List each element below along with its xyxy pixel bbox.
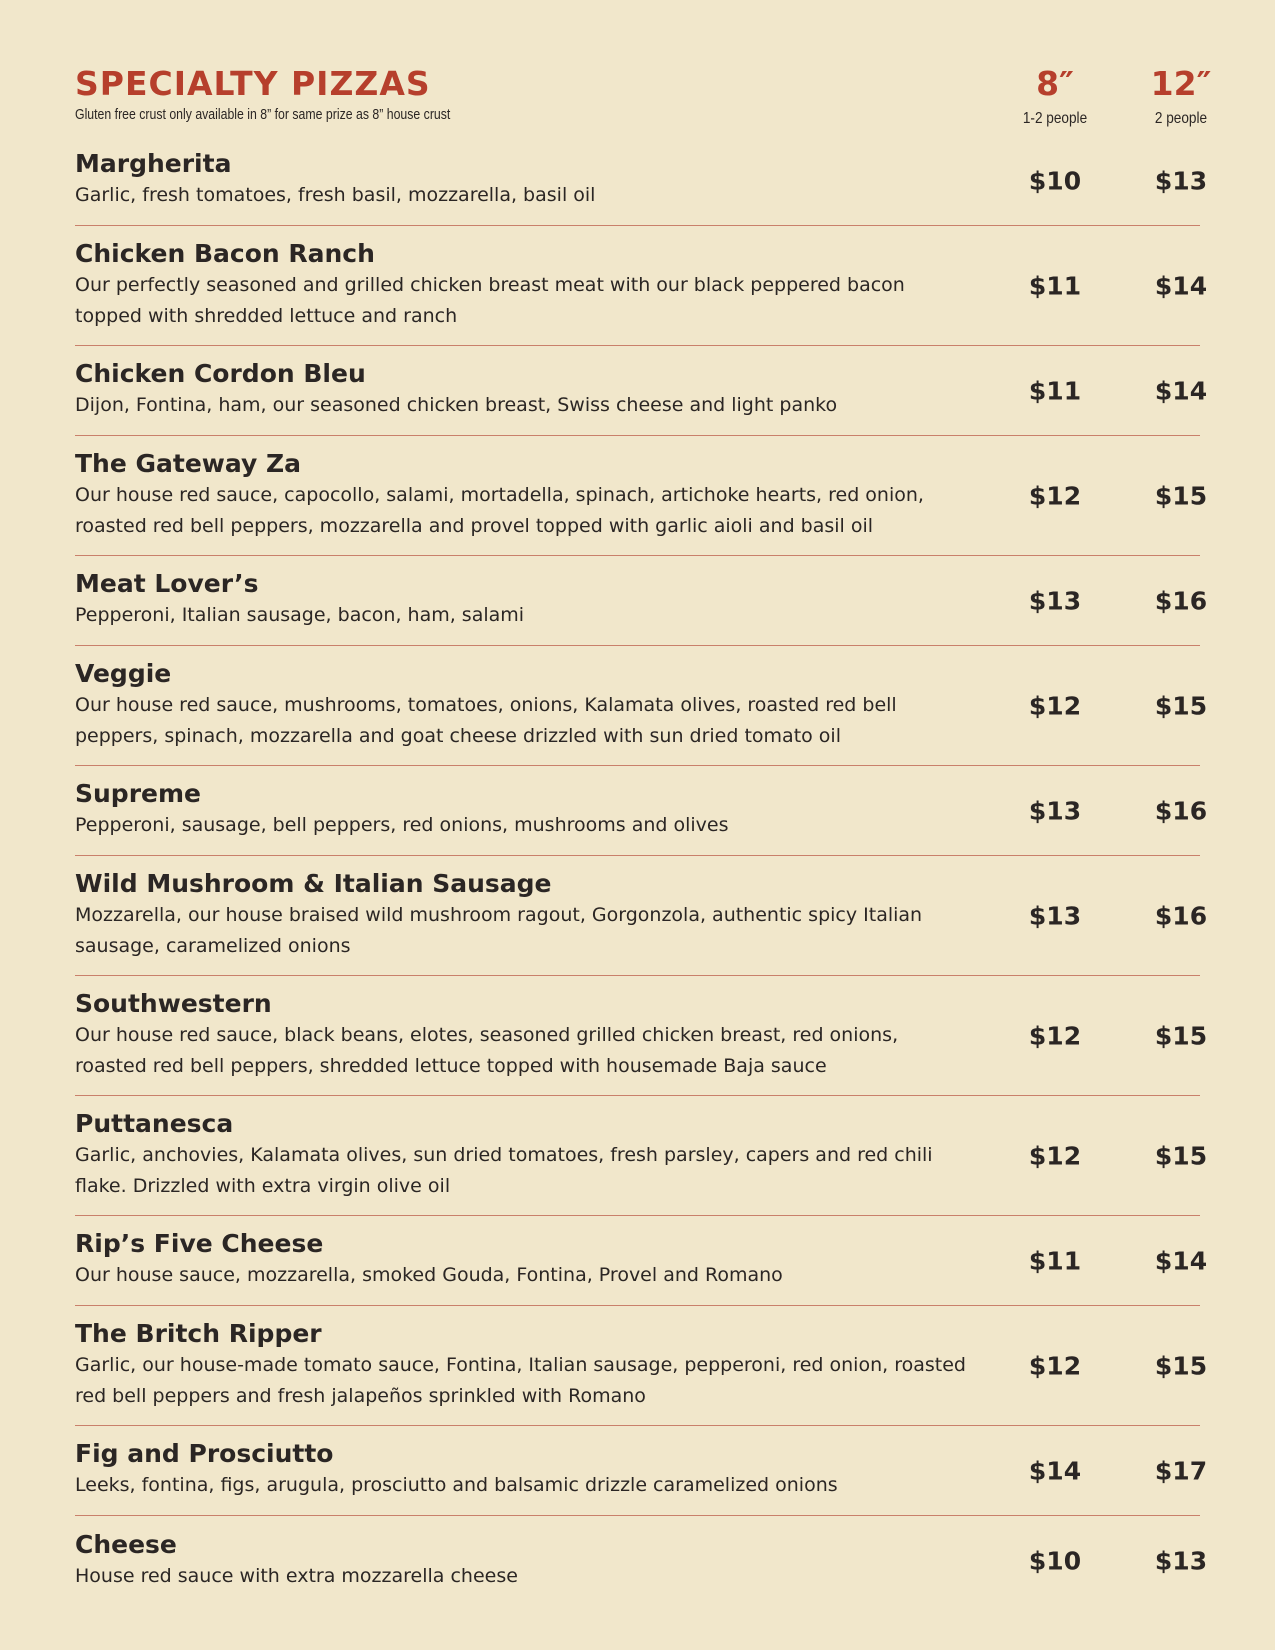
price-12-inch: $13: [1154, 166, 1208, 195]
menu-item: [75, 856, 1208, 976]
price-12-inch: $15: [1154, 481, 1208, 510]
menu-page: [75, 62, 1212, 1606]
item-description: Our house red sauce, capocollo, salami, mortadella, spinach, artichoke hearts, red onion, roasted red bell peppers, mozzarella and provel topped with garlic aioli and basil oil: [75, 483, 924, 537]
price-12-inch: $17: [1154, 1456, 1208, 1485]
item-name: Puttanesca: [75, 1108, 234, 1138]
price-12-inch: $15: [1154, 691, 1208, 720]
price-12-inch: $15: [1154, 1351, 1208, 1380]
price-8-inch: $12: [1028, 691, 1082, 720]
price-8-inch: $12: [1028, 1141, 1082, 1170]
price-8-inch: $10: [1028, 1546, 1082, 1576]
menu-title: SPECIALTY PIZZAS: [75, 64, 431, 103]
item-description: Our house sauce, mozzarella, smoked Gouda, Fontina, Provel and Romano: [75, 1264, 783, 1286]
menu-item: [75, 226, 1208, 346]
item-name: Veggie: [75, 658, 172, 688]
item-name: Wild Mushroom & Italian Sausage: [75, 868, 552, 898]
item-name: Supreme: [75, 779, 201, 808]
menu-item: [75, 1306, 1208, 1426]
size-column-8: [1000, 62, 1110, 132]
item-name: Chicken Bacon Ranch: [75, 238, 375, 268]
price-8-inch: $12: [1028, 1351, 1082, 1380]
item-description: Pepperoni, sausage, bell peppers, red onions, mushrooms and olives: [75, 814, 729, 836]
menu-item: [75, 136, 1208, 226]
size-label-12: 12″: [1150, 64, 1212, 103]
price-12-inch: $15: [1154, 1021, 1208, 1050]
item-description: Pepperoni, Italian sausage, bacon, ham, salami: [75, 604, 525, 626]
item-name: Cheese: [75, 1529, 177, 1559]
menu-item: [75, 766, 1208, 856]
item-description: House red sauce with extra mozzarella cheese: [75, 1564, 518, 1587]
item-description: Garlic, anchovies, Kalamata olives, sun dried tomatoes, fresh parsley, capers and red chili flake. Drizzled with extra virgin olive oil: [75, 1143, 933, 1197]
item-description: Our perfectly seasoned and grilled chicken breast meat with our black peppered bacon topped with shredded lettuce and ranch: [75, 273, 905, 327]
price-8-inch: $14: [1028, 1456, 1082, 1485]
price-12-inch: $16: [1154, 796, 1208, 825]
menu-header: [75, 62, 1212, 136]
price-8-inch: $13: [1028, 901, 1082, 930]
size-column-12: [1126, 62, 1236, 132]
menu-item: [75, 1096, 1208, 1216]
item-description: Mozzarella, our house braised wild mushroom ragout, Gorgonzola, authentic spicy Italian sausage, caramelized onions: [75, 903, 923, 957]
price-12-inch: $14: [1154, 376, 1208, 405]
menu-item: [75, 1516, 1208, 1606]
price-12-inch: $15: [1154, 1141, 1208, 1170]
price-8-inch: $10: [1028, 166, 1082, 195]
price-8-inch: $12: [1028, 1021, 1082, 1050]
item-name: Margherita: [75, 149, 232, 178]
price-12-inch: $14: [1154, 271, 1208, 300]
menu-items: [75, 136, 1208, 1606]
item-name: Fig and Prosciutto: [75, 1439, 334, 1468]
item-description: Our house red sauce, black beans, elotes, seasoned grilled chicken breast, red onions, roasted red bell peppers, shredded lettuce topped with housemade Baja sauce: [75, 1023, 899, 1077]
item-description: Dijon, Fontina, ham, our seasoned chicken breast, Swiss cheese and light panko: [75, 394, 838, 416]
gluten-free-note: Gluten free crust only available in 8” for same prize as 8” house crust: [75, 106, 451, 123]
item-name: Southwestern: [75, 988, 272, 1018]
item-description: Our house red sauce, mushrooms, tomatoes, onions, Kalamata olives, roasted red bell peppers, spinach, mozzarella and goat cheese drizzled with sun dried tomato oil: [75, 693, 897, 747]
item-name: Rip’s Five Cheese: [75, 1229, 324, 1258]
menu-item: [75, 556, 1208, 646]
price-12-inch: $13: [1154, 1546, 1208, 1576]
menu-item: [75, 436, 1208, 556]
price-12-inch: $16: [1154, 901, 1208, 930]
item-description: Garlic, our house-made tomato sauce, Fontina, Italian sausage, pepperoni, red onion, roasted red bell peppers and fresh jalapeños sprinkled with Romano: [75, 1353, 966, 1407]
size-label-8: 8″: [1036, 64, 1074, 103]
price-12-inch: $14: [1154, 1246, 1208, 1275]
item-name: Chicken Cordon Bleu: [75, 359, 366, 388]
item-name: Meat Lover’s: [75, 569, 259, 598]
size-people-12: 2 people: [1154, 110, 1208, 127]
price-8-inch: $11: [1028, 271, 1082, 300]
item-name: The Britch Ripper: [75, 1318, 322, 1348]
item-description: Leeks, fontina, figs, arugula, prosciutto and balsamic drizzle caramelized onions: [75, 1474, 838, 1496]
menu-item: [75, 1216, 1208, 1306]
price-8-inch: $13: [1028, 586, 1082, 615]
item-name: The Gateway Za: [75, 448, 302, 478]
price-8-inch: $11: [1028, 376, 1082, 405]
menu-item: [75, 646, 1208, 766]
price-8-inch: $13: [1028, 796, 1082, 825]
price-8-inch: $12: [1028, 481, 1082, 510]
menu-item: [75, 1426, 1208, 1516]
price-8-inch: $11: [1028, 1246, 1082, 1275]
size-people-8: 1-2 people: [1022, 110, 1088, 127]
price-12-inch: $16: [1154, 586, 1208, 615]
item-description: Garlic, fresh tomatoes, fresh basil, mozzarella, basil oil: [75, 184, 596, 206]
menu-item: [75, 976, 1208, 1096]
menu-item: [75, 346, 1208, 436]
